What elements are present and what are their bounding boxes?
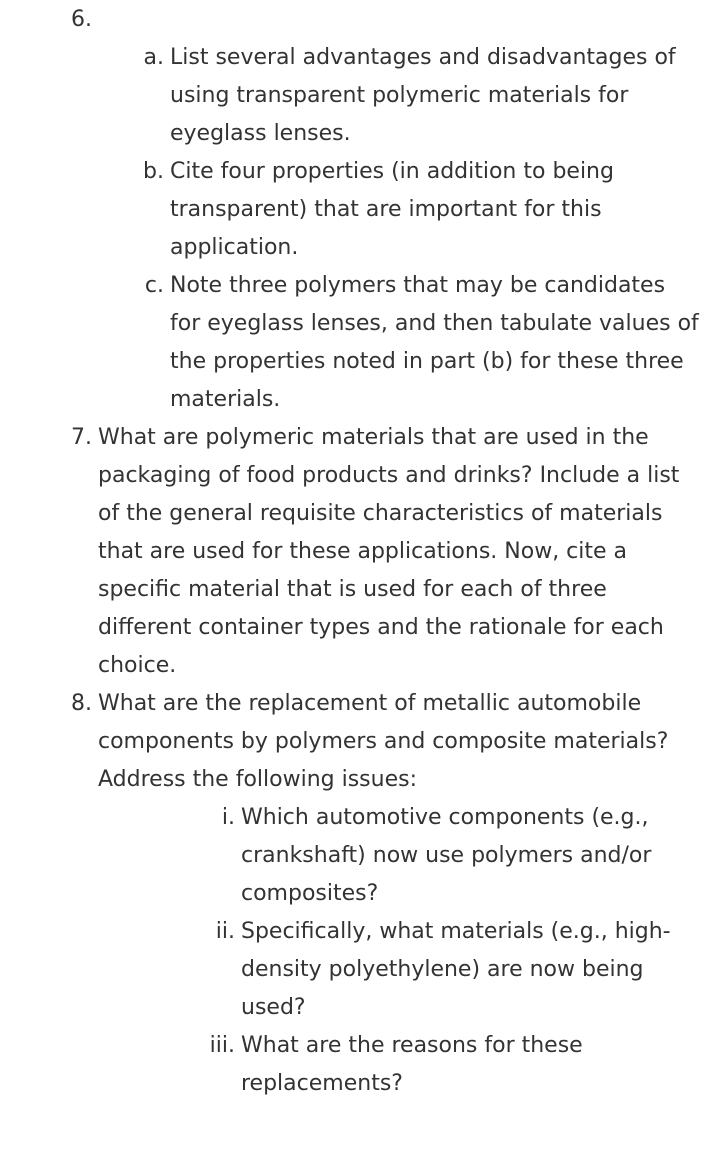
q8-item-ii-line: used? [241,995,306,1020]
question-8-text [98,685,668,799]
q6-item-a-line: using transparent polymeric materials for [170,83,629,108]
q6-item-b-text [170,153,614,267]
q6-item-c-line: the properties noted in part (b) for these three [170,349,684,374]
question-6-number: 6. [71,7,92,32]
q8-line: What are the replacement of metallic automobile [98,691,642,716]
question-7-text [98,419,679,685]
q8-item-iii-line: replacements? [241,1071,403,1096]
q7-line: choice. [98,653,177,678]
question-7-number: 7. [71,425,92,450]
q8-item-iii-marker: iii. [209,1033,235,1058]
q6-item-a-text [170,39,676,153]
q8-line: Address the following issues: [98,767,417,792]
q6-item-c-text [170,267,699,419]
q6-item-b-line: Cite four properties (in addition to being [170,159,614,184]
q8-item-iii-text [241,1027,583,1103]
q8-item-ii-line: Specifically, what materials (e.g., high- [241,919,671,944]
q7-line: packaging of food products and drinks? Include a list [98,463,680,488]
q6-item-c-line: for eyeglass lenses, and then tabulate values of [170,311,699,336]
q6-item-c-line: Note three polymers that may be candidates [170,273,666,298]
q8-item-ii-marker: ii. [215,919,235,944]
q8-item-iii-line: What are the reasons for these [241,1033,583,1058]
q7-line: that are used for these applications. Now, cite a [98,539,628,564]
q8-item-i-marker: i. [221,805,235,830]
q6-item-c-marker: c. [144,273,164,298]
question-8-number: 8. [71,691,92,716]
q7-line: different container types and the rationale for each [98,615,664,640]
q8-item-i-text [241,799,651,913]
q6-item-b-marker: b. [143,159,164,184]
q7-line: of the general requisite characteristics of materials [98,501,663,526]
q8-item-ii-text [241,913,671,1027]
q6-item-a-line: List several advantages and disadvantages of [170,45,676,70]
q8-item-i-line: Which automotive components (e.g., [241,805,649,830]
q6-item-b-line: transparent) that are important for this [170,197,602,222]
q6-item-b-line: application. [170,235,299,260]
q7-line: What are polymeric materials that are used in the [98,425,649,450]
q6-item-a-marker: a. [143,45,164,70]
q6-item-c-line: materials. [170,387,281,412]
q8-item-ii-line: density polyethylene) are now being [241,957,644,982]
q8-line: components by polymers and composite materials? [98,729,669,754]
q8-item-i-line: crankshaft) now use polymers and/or [241,843,652,868]
q7-line: specific material that is used for each of three [98,577,607,602]
q6-item-a-line: eyeglass lenses. [170,121,351,146]
q8-item-i-line: composites? [241,881,379,906]
